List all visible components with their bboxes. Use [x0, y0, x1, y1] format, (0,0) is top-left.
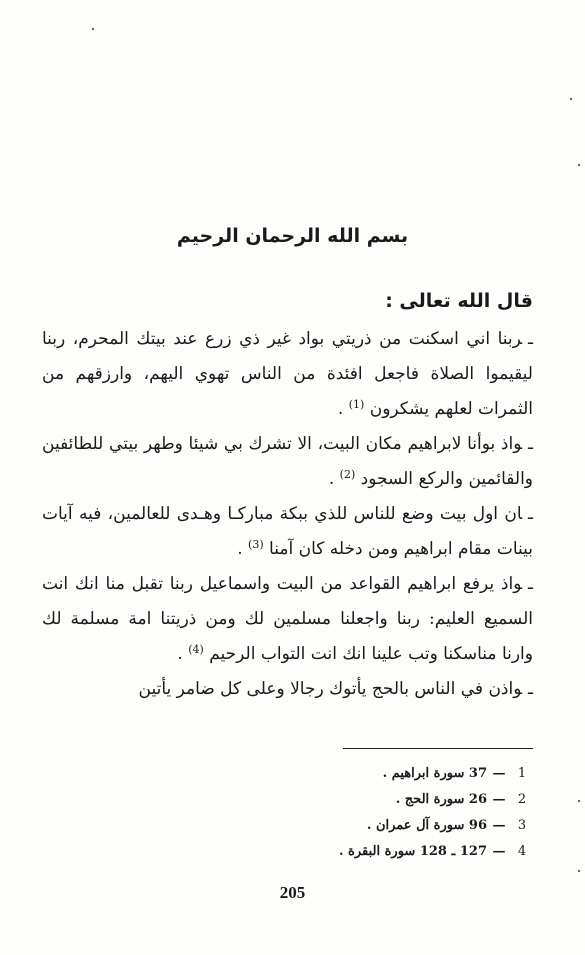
- verse-end: .: [337, 399, 349, 419]
- footnotes-list: [273, 760, 533, 864]
- footnote-index: 4: [517, 843, 527, 859]
- basmala-title: بسم الله الرحمان الرحيم: [176, 225, 409, 247]
- paragraph-dash: ـ: [528, 434, 533, 454]
- footnote-marker: (2): [339, 468, 356, 481]
- verse-text: واذ بوأنا لابراهيم مكان البيت، الا تشرك بي شيئا وطهر بيتي للطائفين والقائمين والركع السجود: [42, 434, 533, 489]
- footnote-item: [273, 760, 533, 786]
- footnote-reference: 127 ـ 128 سورة البقرة .: [338, 843, 487, 859]
- verse-end: .: [328, 469, 340, 489]
- scan-speck: [92, 28, 94, 30]
- footnote-reference: 96 سورة آل عمران .: [366, 817, 487, 833]
- paragraph-dash: ـ: [528, 574, 533, 594]
- page-number: 205: [279, 883, 306, 902]
- footnote-index: 1: [517, 765, 527, 781]
- paragraph-dash: ـ: [528, 504, 533, 524]
- section-heading: قال الله تعالى :: [385, 290, 533, 312]
- footnote-item: [273, 812, 533, 838]
- verse-end: .: [177, 644, 189, 664]
- footnote-index: 2: [517, 791, 527, 807]
- verses-body: [42, 322, 533, 707]
- verse-paragraph: [42, 427, 533, 497]
- verse-text: واذن في الناس بالحج يأتوك رجالا وعلى كل ضامر يأتين: [138, 679, 523, 699]
- scan-speck: [570, 98, 572, 100]
- verse-text: ان اول بيت وضع للناس للذي ببكة مباركـا وهـدى للعالمين، فيه آيات بينات مقام ابراهيم ومن دخله كان آمنا: [42, 504, 533, 559]
- verse-text: واذ يرفع ابراهيم القواعد من البيت واسماعيل ربنا تقبل منا انك انت السميع العليم: ربنا واجعلنا مسلمين لك ومن ذريتنا امة مسلمة لك وارنا مناسكنا وتب علينا انك انت التواب الرحيم: [42, 574, 533, 664]
- footnote-reference: 26 سورة الحج .: [395, 791, 487, 807]
- scan-speck: [578, 870, 580, 872]
- footnote-dash: —: [492, 791, 506, 807]
- footnote-marker: (3): [248, 538, 264, 551]
- verse-paragraph: [42, 672, 533, 707]
- scan-speck: [578, 800, 580, 802]
- verse-end: .: [237, 539, 249, 559]
- footnote-dash: —: [492, 817, 506, 833]
- verse-paragraph: [42, 497, 533, 567]
- footnote-item: [273, 786, 533, 812]
- footnote-reference: 37 سورة ابراهيم .: [382, 765, 487, 781]
- footnote-dash: —: [492, 765, 506, 781]
- verse-paragraph: [42, 567, 533, 672]
- scan-speck: [578, 164, 580, 166]
- paragraph-dash: ـ: [528, 679, 533, 699]
- paragraph-dash: ـ: [528, 329, 533, 349]
- footnote-item: [273, 838, 533, 864]
- verse-paragraph: [42, 322, 533, 427]
- footnote-marker: (1): [348, 398, 365, 411]
- verse-text: ربنا اني اسكنت من ذريتي بواد غير ذي زرع عند بيتك المحرم، ربنا ليقيموا الصلاة فاجعل افئدة من الناس تهوي اليهم، وارزقهم من الثمرات لعلهم يشكرون: [42, 329, 533, 419]
- footnote-marker: (4): [188, 643, 204, 656]
- footnote-index: 3: [517, 817, 527, 833]
- footnote-divider: [343, 748, 533, 749]
- footnote-dash: —: [492, 843, 506, 859]
